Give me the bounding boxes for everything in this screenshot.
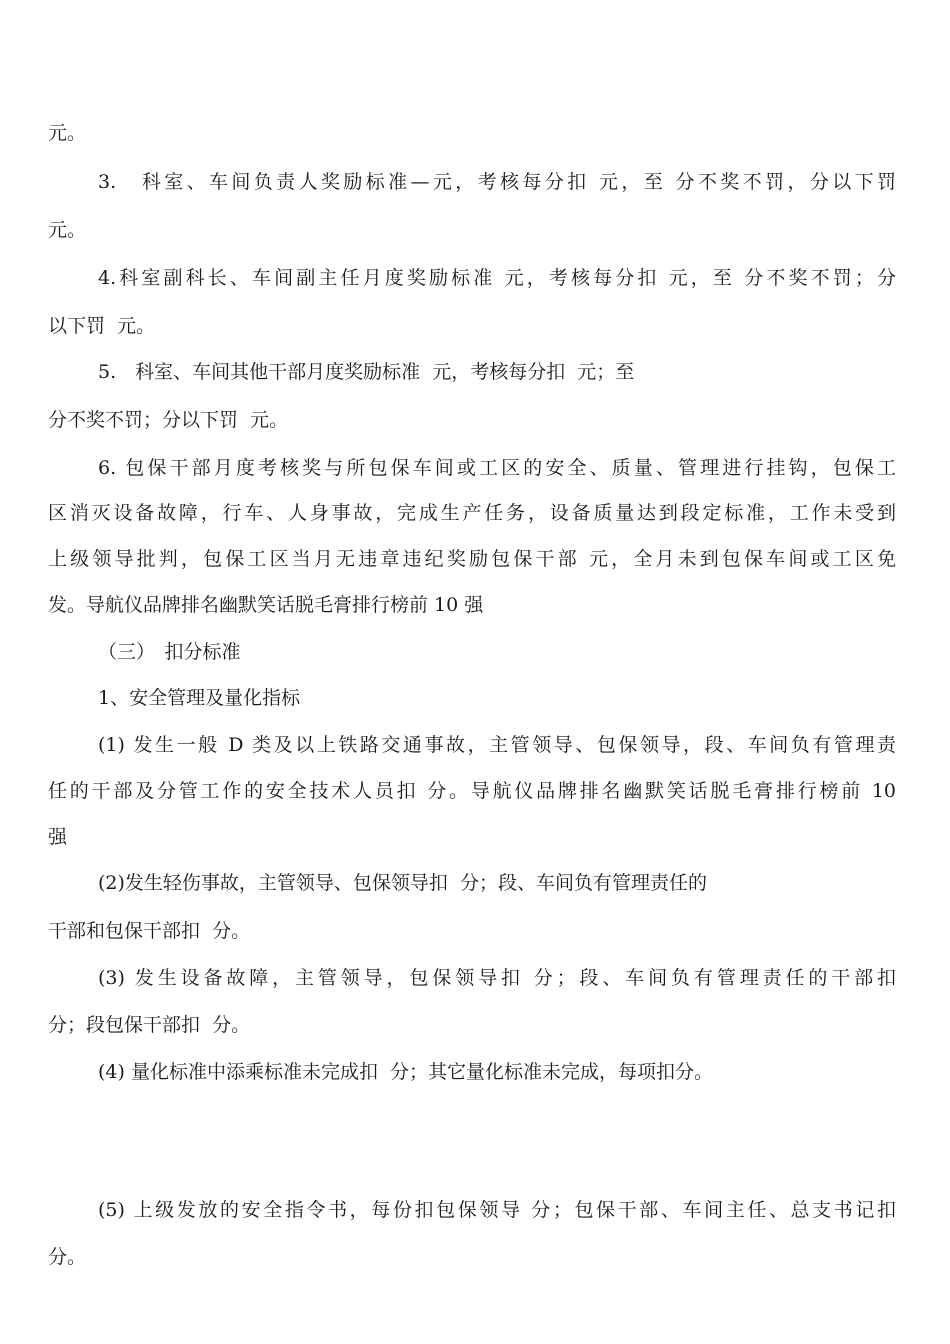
text-line: 强 bbox=[48, 826, 68, 848]
section-heading: （三） 扣分标准 bbox=[98, 641, 241, 663]
text-line: 4.科室副科长、车间副主任月度奖励标准 元，考核每分扣 元，至 分不奖不罚；分 bbox=[98, 267, 896, 289]
text-line: 6. 包保干部月度考核奖与所包保车间或工区的安全、质量、管理进行挂钩，包保工 bbox=[98, 457, 896, 479]
text-line: 分；段包保干部扣 分。 bbox=[48, 1014, 251, 1036]
text-line: 分。 bbox=[48, 1246, 87, 1268]
text-line: (3) 发生设备故障，主管领导，包保领导扣 分；段、车间负有管理责任的干部扣 bbox=[98, 967, 896, 989]
text-line: 干部和包保干部扣 分。 bbox=[48, 920, 251, 942]
text-line: 3. 科室、车间负责人奖励标准—元，考核每分扣 元，至 分不奖不罚，分以下罚 bbox=[98, 171, 896, 193]
text-line: 元。 bbox=[48, 122, 87, 144]
text-line: 任的干部及分管工作的安全技术人员扣 分。导航仪品牌排名幽默笑话脱毛膏排行榜前 10 bbox=[48, 780, 896, 802]
text-line: 区消灭设备故障，行车、人身事故，完成生产任务，设备质量达到段定标准，工作未受到 bbox=[48, 502, 896, 524]
text-line: 5. 科室、车间其他干部月度奖励标准 元，考核每分扣 元；至 bbox=[98, 361, 635, 383]
text-line: 上级领导批判，包保工区当月无违章违纪奖励包保干部 元，全月未到包保车间或工区免 bbox=[48, 548, 896, 570]
text-line: 元。 bbox=[48, 219, 87, 241]
text-line: (1) 发生一般 D 类及以上铁路交通事故，主管领导、包保领导，段、车间负有管理责 bbox=[98, 734, 896, 756]
text-line: 以下罚 元。 bbox=[48, 315, 156, 337]
text-line: (2)发生轻伤事故，主管领导、包保领导扣 分；段、车间负有管理责任的 bbox=[98, 872, 707, 894]
text-line: (5) 上级发放的安全指令书，每份扣包保领导 分；包保干部、车间主任、总支书记扣 bbox=[98, 1199, 896, 1221]
text-line: (4) 量化标准中添乘标准未完成扣 分；其它量化标准未完成，每项扣分。 bbox=[98, 1061, 714, 1083]
text-line: 分不奖不罚；分以下罚 元。 bbox=[48, 409, 289, 431]
subsection-heading: 1、安全管理及量化指标 bbox=[98, 687, 301, 709]
text-line: 发。导航仪品牌排名幽默笑话脱毛膏排行榜前 10 强 bbox=[48, 594, 484, 616]
